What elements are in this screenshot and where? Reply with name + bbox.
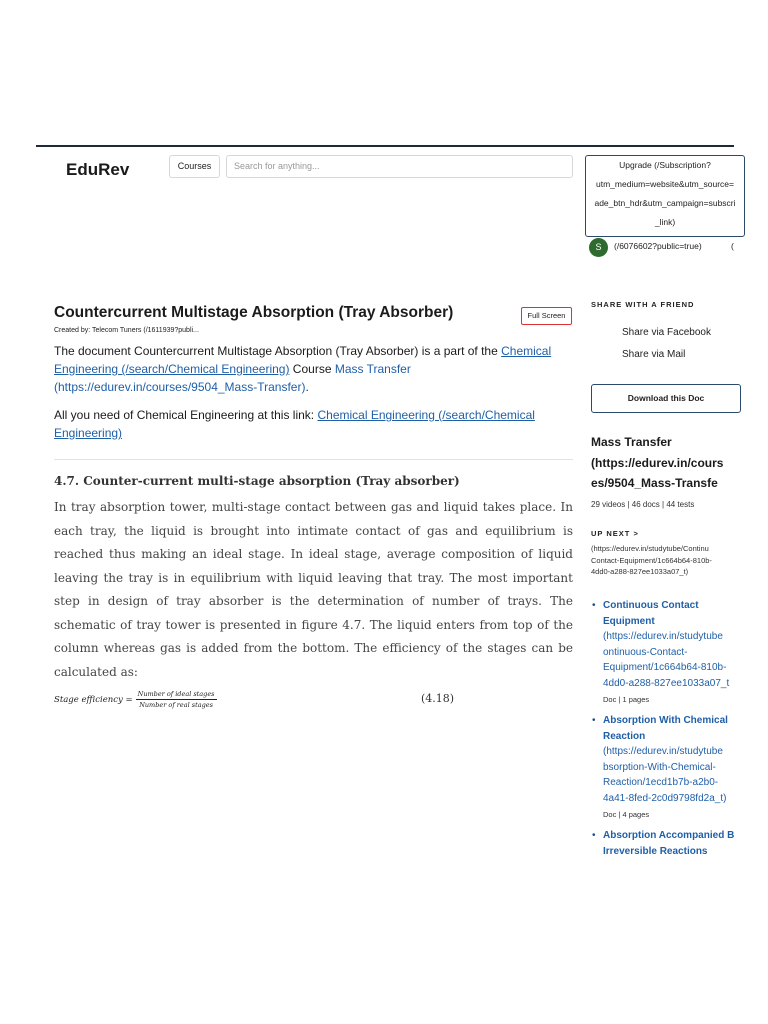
download-doc-button[interactable]: Download this Doc bbox=[591, 384, 741, 413]
recommendation-list bbox=[591, 598, 734, 865]
rec-title-line: Reaction bbox=[603, 730, 646, 742]
intro-course-word: Course bbox=[289, 362, 335, 376]
intro-text: The document Countercurrent Multistage Absorption (Tray Absorber) is a part of the bbox=[54, 344, 502, 358]
bullet-icon: • bbox=[592, 715, 596, 726]
rec-url-line: (https://edurev.in/studytube bbox=[603, 631, 723, 642]
bullet-icon: • bbox=[592, 600, 596, 611]
created-by-text[interactable]: Created by: Telecom Tuners (/1611939?publi... bbox=[54, 327, 199, 334]
upgrade-line: utm_medium=website&utm_source= bbox=[596, 179, 734, 189]
upgrade-line: ade_btn_hdr&utm_campaign=subscri bbox=[594, 198, 736, 208]
rec-title-line: Equipment bbox=[603, 615, 655, 627]
profile-link[interactable]: (/6076602?public=true) bbox=[614, 241, 702, 251]
course-title-line: Mass Transfer bbox=[591, 435, 672, 449]
chemical-engineering-search-link[interactable]: Chemical Engineering (/search/Chemical Engineering) bbox=[54, 408, 535, 440]
bullet-icon: • bbox=[592, 830, 596, 841]
list-item[interactable] bbox=[591, 828, 734, 859]
rec-url-line: ontinuous-Contact- bbox=[603, 646, 688, 658]
content-divider bbox=[54, 459, 573, 460]
rec-title-line: Irreversible Reactions bbox=[603, 845, 708, 857]
share-facebook-link[interactable]: Share via Facebook bbox=[622, 327, 711, 338]
rec-url-line: Reaction/1ecd1b7b-a2b0- bbox=[603, 777, 719, 788]
up-next-link[interactable] bbox=[591, 543, 734, 578]
upgrade-line: _link) bbox=[654, 217, 676, 227]
share-mail-link[interactable]: Share via Mail bbox=[622, 349, 686, 360]
list-item[interactable] bbox=[591, 598, 734, 707]
equation-denominator: Number of real stages bbox=[139, 701, 213, 709]
avatar[interactable]: S bbox=[589, 238, 608, 257]
equation-lhs: Stage efficiency = bbox=[54, 694, 133, 705]
equation-fraction bbox=[136, 690, 217, 709]
mass-transfer-link[interactable]: Mass Transfer (https://edurev.in/courses/9504_Mass-Transfer) bbox=[54, 362, 411, 394]
document-intro bbox=[54, 342, 574, 396]
section-paragraph: In tray absorption tower, multi-stage contact between gas and liquid takes place. In each tray, the liquid is brought into intimate contact of gas and equilibrium is reached thus making an ideal stage. In ideal stage, average composition of liquid leaving the tray is in equilibrium with liquid leaving that tray. The most important step in design of tray absorber is the determination of number of trays. The schematic of tray tower is presented in figure 4.7. The liquid enters from top of the column whereas gas is added from the bottom. The efficiency of the stages can be calculated as: bbox=[54, 500, 573, 679]
stage-efficiency-equation bbox=[54, 690, 217, 709]
equation-number: (4.18) bbox=[421, 692, 455, 705]
profile-extra-link[interactable]: ( bbox=[731, 241, 734, 251]
course-title-line: (https://edurev.in/cours bbox=[591, 455, 724, 470]
up-next-link-line: 4dd0-a288-827ee1033a07_t) bbox=[591, 567, 689, 576]
courses-button[interactable]: Courses bbox=[169, 155, 220, 178]
list-item[interactable] bbox=[591, 713, 734, 822]
rec-title-line: Absorption Accompanied B bbox=[603, 830, 734, 841]
course-stats: 29 videos | 46 docs | 44 tests bbox=[591, 500, 695, 509]
allneed-prefix: All you need of Chemical Engineering at this link: bbox=[54, 408, 318, 422]
share-heading: SHARE WITH A FRIEND bbox=[591, 300, 695, 309]
up-next-link-line: Contact-Equipment/1c664b64-810b- bbox=[591, 555, 712, 565]
fullscreen-button[interactable]: Full Screen bbox=[521, 307, 572, 325]
upgrade-line: Upgrade (/Subscription? bbox=[619, 160, 711, 170]
rec-meta: Doc | 4 pages bbox=[603, 810, 650, 819]
course-title-link[interactable] bbox=[591, 432, 734, 494]
rec-title-line: Continuous Contact bbox=[603, 600, 699, 611]
chemical-engineering-link[interactable]: Chemical Engineering (/search/Chemical Engineering) bbox=[54, 344, 552, 376]
rec-url-line: (https://edurev.in/studytube bbox=[603, 746, 723, 757]
search-input[interactable]: Search for anything... bbox=[226, 155, 573, 178]
rec-url-line: Equipment/1c664b64-810b- bbox=[603, 662, 727, 673]
rec-title-line: Absorption With Chemical bbox=[603, 715, 728, 726]
intro-end: . bbox=[305, 380, 309, 394]
rec-url-line: 4dd0-a288-827ee1033a07_t bbox=[603, 677, 730, 689]
rec-meta: Doc | 1 pages bbox=[603, 695, 650, 704]
page-title: Countercurrent Multistage Absorption (Tray Absorber) bbox=[54, 304, 454, 321]
edurev-logo[interactable]: EduRev bbox=[66, 160, 130, 179]
rec-url-line: 4a41-8fed-2c0d9798fd2a_t) bbox=[603, 792, 727, 804]
all-you-need-text bbox=[54, 406, 574, 442]
equation-numerator: Number of ideal stages bbox=[137, 690, 215, 698]
upgrade-button[interactable] bbox=[585, 155, 745, 237]
course-title-line: es/9504_Mass-Transfe bbox=[591, 476, 718, 490]
section-heading: 4.7. Counter-current multi-stage absorption (Tray absorber) bbox=[54, 474, 460, 488]
header-top-border bbox=[36, 145, 734, 147]
up-next-link-line: (https://edurev.in/studytube/Continu bbox=[591, 544, 709, 553]
up-next-heading[interactable]: UP NEXT > bbox=[591, 529, 639, 538]
rec-url-line: bsorption-With-Chemical- bbox=[603, 761, 716, 773]
